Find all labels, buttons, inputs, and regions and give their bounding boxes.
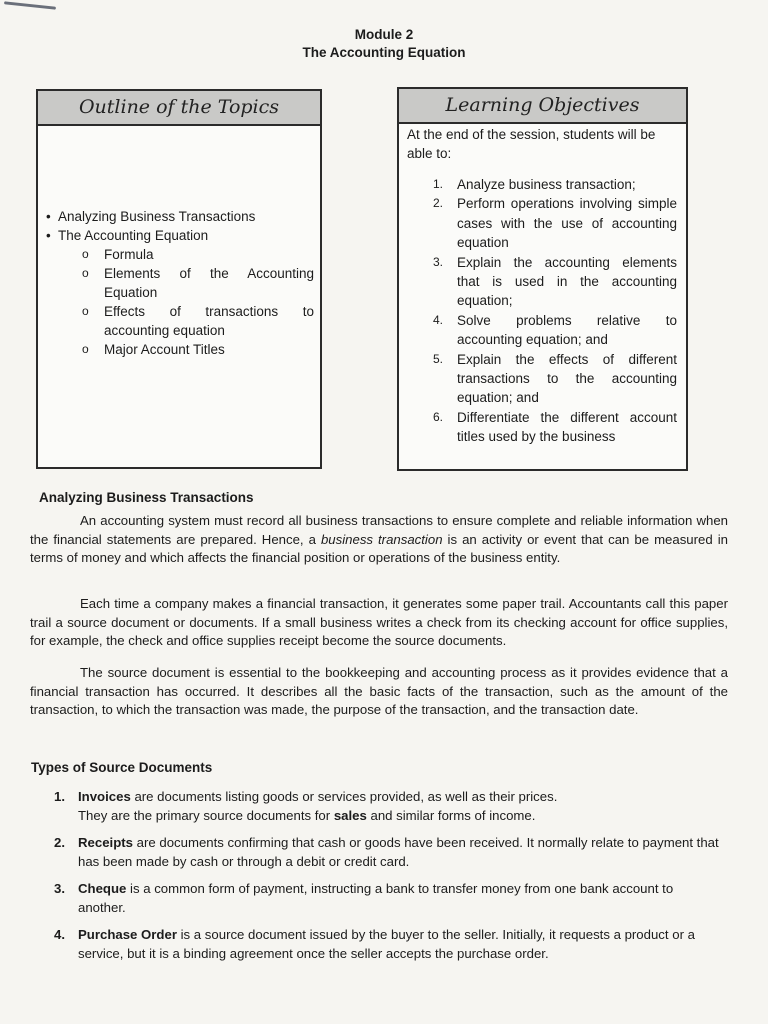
objectives-intro: At the end of the session, students will be able to: — [407, 127, 656, 161]
outline-list — [46, 207, 314, 359]
objective-item: 5. Explain the effects of different transactions to the accounting equation; and — [433, 351, 677, 406]
objectives-title: Learning Objectives — [399, 89, 686, 124]
source-documents-list — [50, 788, 722, 972]
term-sales: sales — [333, 807, 367, 823]
outline-subitem: o Major Account Titles — [46, 340, 314, 359]
objective-item: 2. Perform operations involving simple cases with the use of accounting equation — [433, 196, 677, 251]
pen-mark — [4, 1, 56, 9]
outline-subitem: o Effects of transactions to accounting equation — [46, 302, 314, 340]
outline-box — [36, 89, 322, 469]
business-transaction-term: business transaction — [320, 531, 443, 547]
source-document-item: 3. Cheque is a common form of payment, instructing a bank to transfer money from one bank account to another. — [54, 881, 674, 915]
source-document-item: 2. Receipts are documents confirming that cash or goods have been received. It normally relate to payment that has been made by cash or through a debit or credit card. — [54, 835, 719, 869]
term-invoices: Invoices — [78, 789, 131, 804]
types-heading: Types of Source Documents — [31, 760, 213, 775]
analyzing-paragraph-2: Each time a company makes a financial transaction, it generates some paper trail. Accountants call this paper trail a source document or documents. If a small business writes a check from its checking account for office supplies, for example, the check and office supplies receipt become the source documents. — [30, 596, 728, 648]
module-label: Module 2 — [354, 27, 414, 42]
term-cheque: Cheque — [78, 881, 127, 896]
objectives-box — [397, 87, 688, 471]
term-receipts: Receipts — [78, 835, 133, 850]
outline-item: • Analyzing Business Transactions — [46, 207, 314, 226]
analyzing-paragraph-1: An accounting system must record all business transactions to ensure complete and reliable information when the financial statements are prepared. Hence, a business transaction is an activity or event that can be measured in terms of money and which affects the financial position or operations of the business entity. — [30, 513, 728, 565]
objective-item: 6. Differentiate the different account titles used by the business — [433, 409, 677, 445]
source-document-item: 4. Purchase Order is a source document issued by the buyer to the seller. Initially, it requests a product or a service, but it is a binding agreement once the seller accepts the purchase order. — [54, 927, 695, 961]
analyzing-heading: Analyzing Business Transactions — [39, 490, 254, 505]
objective-item: 4. Solve problems relative to accounting equation; and — [433, 312, 677, 348]
outline-subitem: o Elements of the Accounting Equation — [46, 264, 314, 302]
term-purchase-order: Purchase Order — [78, 927, 177, 942]
objective-item: 3. Explain the accounting elements that is used in the accounting equation; — [433, 254, 677, 309]
objective-item: 1. Analyze business transaction; — [433, 177, 636, 192]
analyzing-paragraph-3: The source document is essential to the bookkeeping and accounting process as it provides evidence that a financial transaction has occurred. It describes all the basic facts of the transaction, such as the amount of the transaction, to which the transaction was made, the purpose of the transaction, and the transaction date. — [30, 665, 728, 717]
outline-title: Outline of the Topics — [38, 91, 320, 126]
page-title: The Accounting Equation — [302, 45, 466, 60]
outline-item: • The Accounting Equation — [46, 226, 314, 245]
page-header — [0, 26, 768, 62]
source-document-item: 1. Invoices are documents listing goods or services provided, as well as their prices. They are the primary source documents for sales and similar forms of income. — [54, 789, 558, 823]
outline-subitem: o Formula — [46, 245, 314, 264]
objectives-list — [409, 175, 677, 447]
